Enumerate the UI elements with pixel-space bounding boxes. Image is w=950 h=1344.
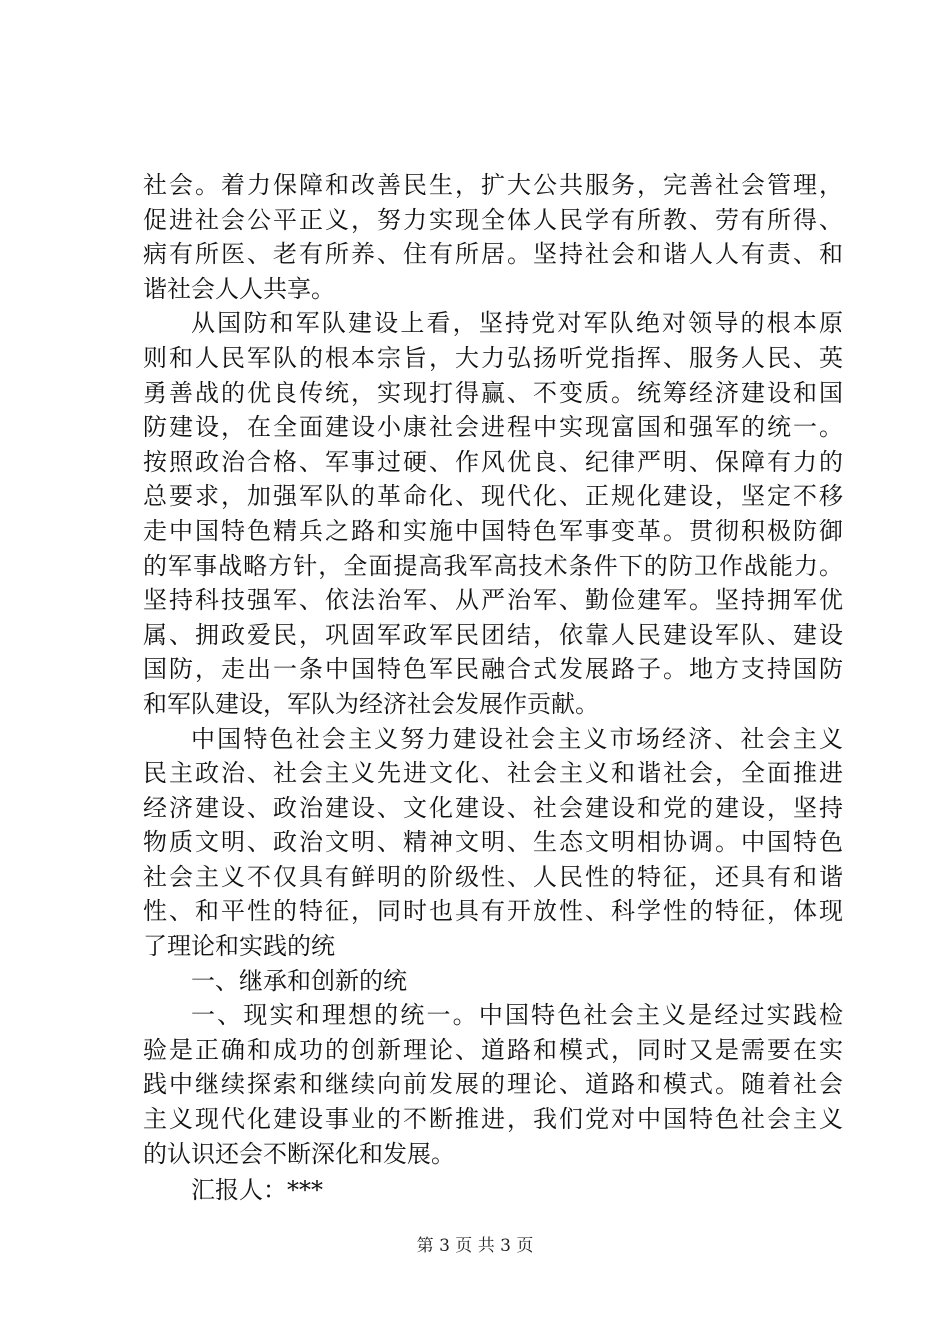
paragraph-2 [143,306,843,721]
text-line: 经济建设、政治建设、文化建设、社会建设和党的建设，坚持 [143,793,843,822]
text-line: 验是正确和成功的创新理论、道路和模式，同时又是需要在实 [143,1035,843,1064]
text-line: 从国防和军队建设上看，坚持党对军队绝对领导的根本原 [191,309,843,338]
paragraph-1 [143,168,843,306]
text-line: 主义现代化建设事业的不断推进，我们党对中国特色社会主义 [143,1105,843,1134]
text-line: 坚持科技强军、依法治军、从严治军、勤俭建军。坚持拥军优 [143,586,843,615]
text-line: 中国特色社会主义努力建设社会主义市场经济、社会主义 [191,724,843,753]
text-line: 谐社会人人共享。 [143,274,335,303]
text-line: 的军事战略方针，全面提高我军高技术条件下的防卫作战能力。 [143,551,843,580]
text-line: 性、和平性的特征，同时也具有开放性、科学性的特征，体现 [143,897,843,926]
document-body [143,168,843,1208]
text-line: 属、拥政爱民，巩固军政军民团结，依靠人民建设军队、建设 [143,620,843,649]
page-footer [0,1234,950,1258]
paragraph-4 [143,964,843,999]
text-line: 总要求，加强军队的革命化、现代化、正规化建设，坚定不移 [143,482,843,511]
section-heading: 一、继承和创新的统 [191,966,407,995]
text-line: 促进社会公平正义，努力实现全体人民学有所教、劳有所得、 [143,205,843,234]
text-line: 则和人民军队的根本宗旨，大力弘扬听党指挥、服务人民、英 [143,343,843,372]
text-line: 按照政治合格、军事过硬、作风优良、纪律严明、保障有力的 [143,447,843,476]
text-line: 民主政治、社会主义先进文化、社会主义和谐社会，全面推进 [143,759,843,788]
text-line: 勇善战的优良传统，实现打得赢、不变质。统筹经济建设和国 [143,378,843,407]
paragraph-3 [143,722,843,964]
paragraph-5 [143,998,843,1171]
text-line: 社会主义不仅具有鲜明的阶级性、人民性的特征，还具有和谐 [143,862,843,891]
text-line: 一、现实和理想的统一。中国特色社会主义是经过实践检 [191,1001,843,1030]
text-line: 践中继续探索和继续向前发展的理论、道路和模式。随着社会 [143,1070,843,1099]
text-line: 病有所医、老有所养、住有所居。坚持社会和谐人人有责、和 [143,240,843,269]
text-line: 国防，走出一条中国特色军民融合式发展路子。地方支持国防 [143,655,843,684]
text-line: 社会。着力保障和改善民生，扩大公共服务，完善社会管理， [143,171,843,199]
text-line: 的认识还会不断深化和发展。 [143,1139,455,1168]
text-line: 物质文明、政治文明、精神文明、生态文明相协调。中国特色 [143,828,843,857]
page-indicator: 第 3 页 共 3 页 [416,1236,534,1256]
reporter-line: 汇报人：*** [191,1176,323,1205]
text-line: 走中国特色精兵之路和实施中国特色军事变革。贯彻积极防御 [143,516,843,545]
text-line: 和军队建设，军队为经济社会发展作贡献。 [143,689,599,718]
text-line: 防建设，在全面建设小康社会进程中实现富国和强军的统一。 [143,413,843,442]
text-line: 了理论和实践的统 [143,932,335,961]
